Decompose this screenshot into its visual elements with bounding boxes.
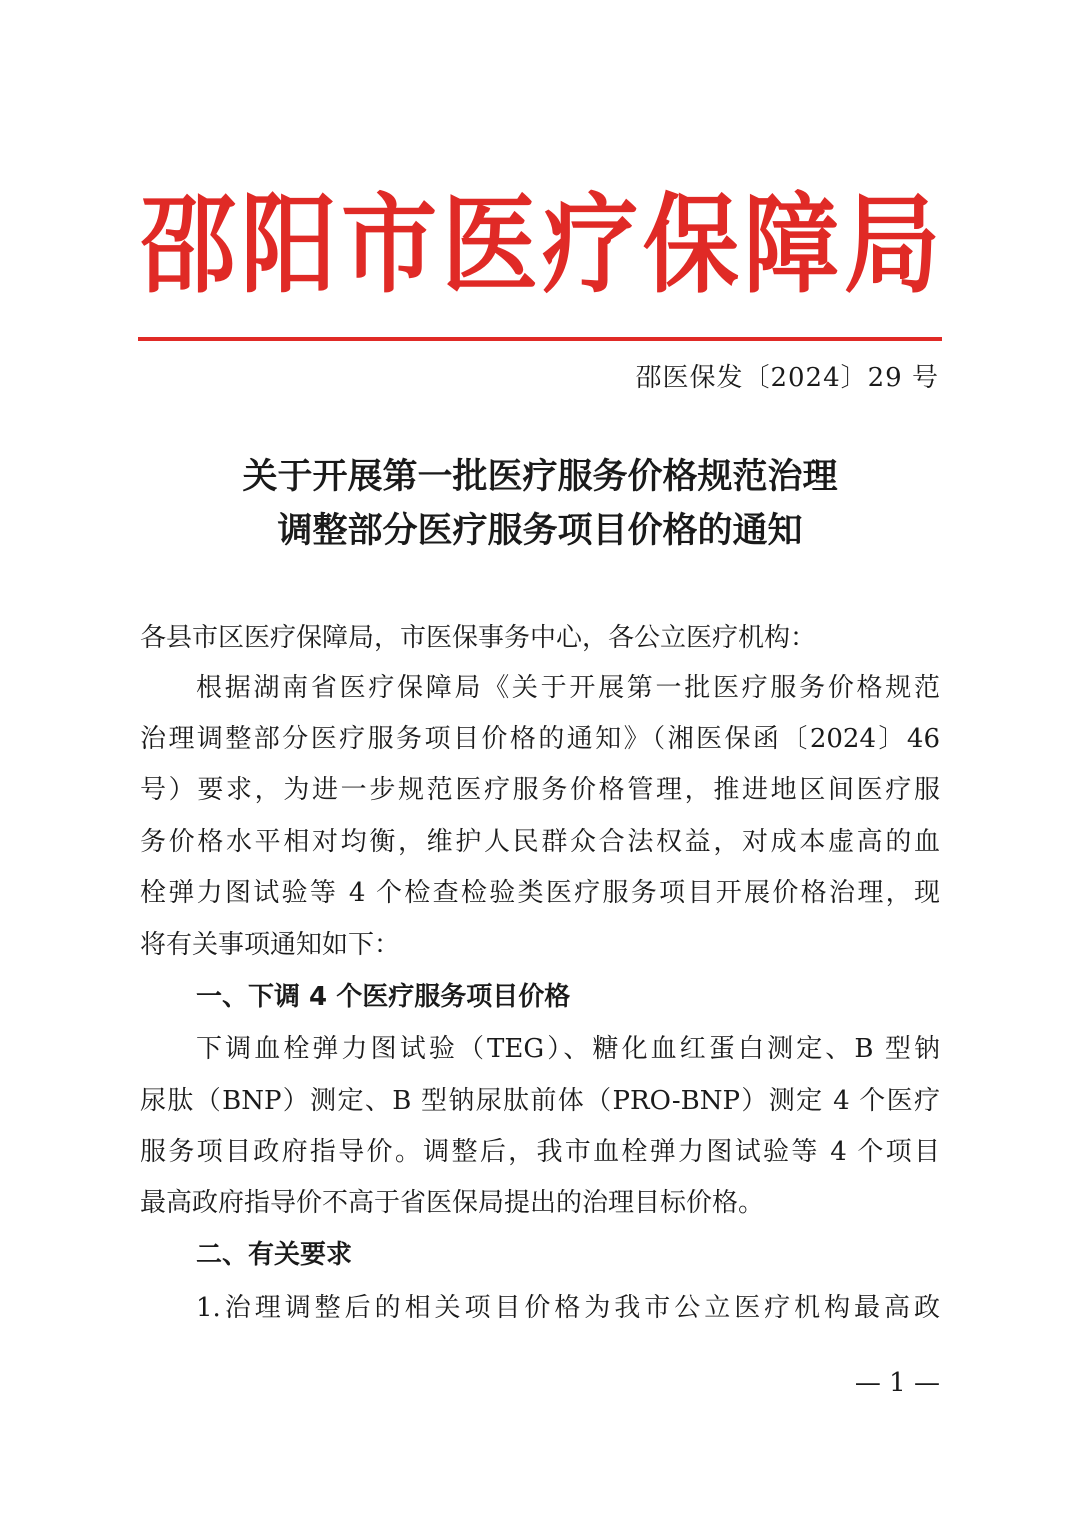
masthead-char: 局	[843, 181, 940, 308]
section-heading-2: 二、有关要求	[196, 1240, 353, 1270]
masthead-char: 障	[743, 181, 840, 308]
masthead-char: 邵	[140, 181, 236, 308]
masthead-char: 疗	[542, 181, 639, 308]
paragraph-line: 服务项目政府指导价。调整后，我市血栓弹力图试验等 4 个项目	[140, 1137, 940, 1167]
paragraph-line: 根据湖南省医疗保障局《关于开展第一批医疗服务价格规范	[196, 673, 940, 703]
document-number: 邵医保发〔2024〕29 号	[635, 363, 939, 393]
masthead-char: 医	[441, 181, 538, 308]
masthead-char: 阳	[240, 181, 337, 308]
masthead-char: 保	[642, 181, 739, 308]
paragraph-line: 治理调整部分医疗服务项目价格的通知》（湘医保函〔2024〕46	[140, 724, 940, 754]
paragraph-line: 栓弹力图试验等 4 个检查检验类医疗服务项目开展价格治理，现	[140, 878, 940, 908]
paragraph-line: 务价格水平相对均衡，维护人民群众合法权益，对成本虚高的血	[140, 827, 940, 857]
section-heading-1: 一、下调 4 个医疗服务项目价格	[196, 982, 571, 1012]
paragraph-line: 将有关事项通知如下：	[140, 930, 401, 960]
document-title-line-1: 关于开展第一批医疗服务价格规范治理	[242, 457, 838, 497]
agency-masthead	[140, 167, 940, 324]
paragraph-line: 最高政府指导价不高于省医保局提出的治理目标价格。	[140, 1188, 765, 1218]
paragraph-line: 下调血栓弹力图试验（TEG）、糖化血红蛋白测定、B 型钠	[196, 1034, 940, 1064]
red-divider	[138, 337, 942, 341]
document-title-line-2: 调整部分医疗服务项目价格的通知	[277, 511, 803, 551]
paragraph-line: 1.治理调整后的相关项目价格为我市公立医疗机构最高政	[196, 1293, 940, 1323]
paragraph-line: 尿肽（BNP）测定、B 型钠尿肽前体（PRO-BNP）测定 4 个医疗	[140, 1086, 940, 1116]
salutation: 各县市区医疗保障局，市医保事务中心，各公立医疗机构：	[140, 623, 817, 653]
paragraph-line: 号）要求，为进一步规范医疗服务价格管理，推进地区间医疗服	[140, 775, 940, 805]
masthead-char: 市	[341, 181, 438, 308]
page-number: — 1 —	[854, 1368, 940, 1398]
